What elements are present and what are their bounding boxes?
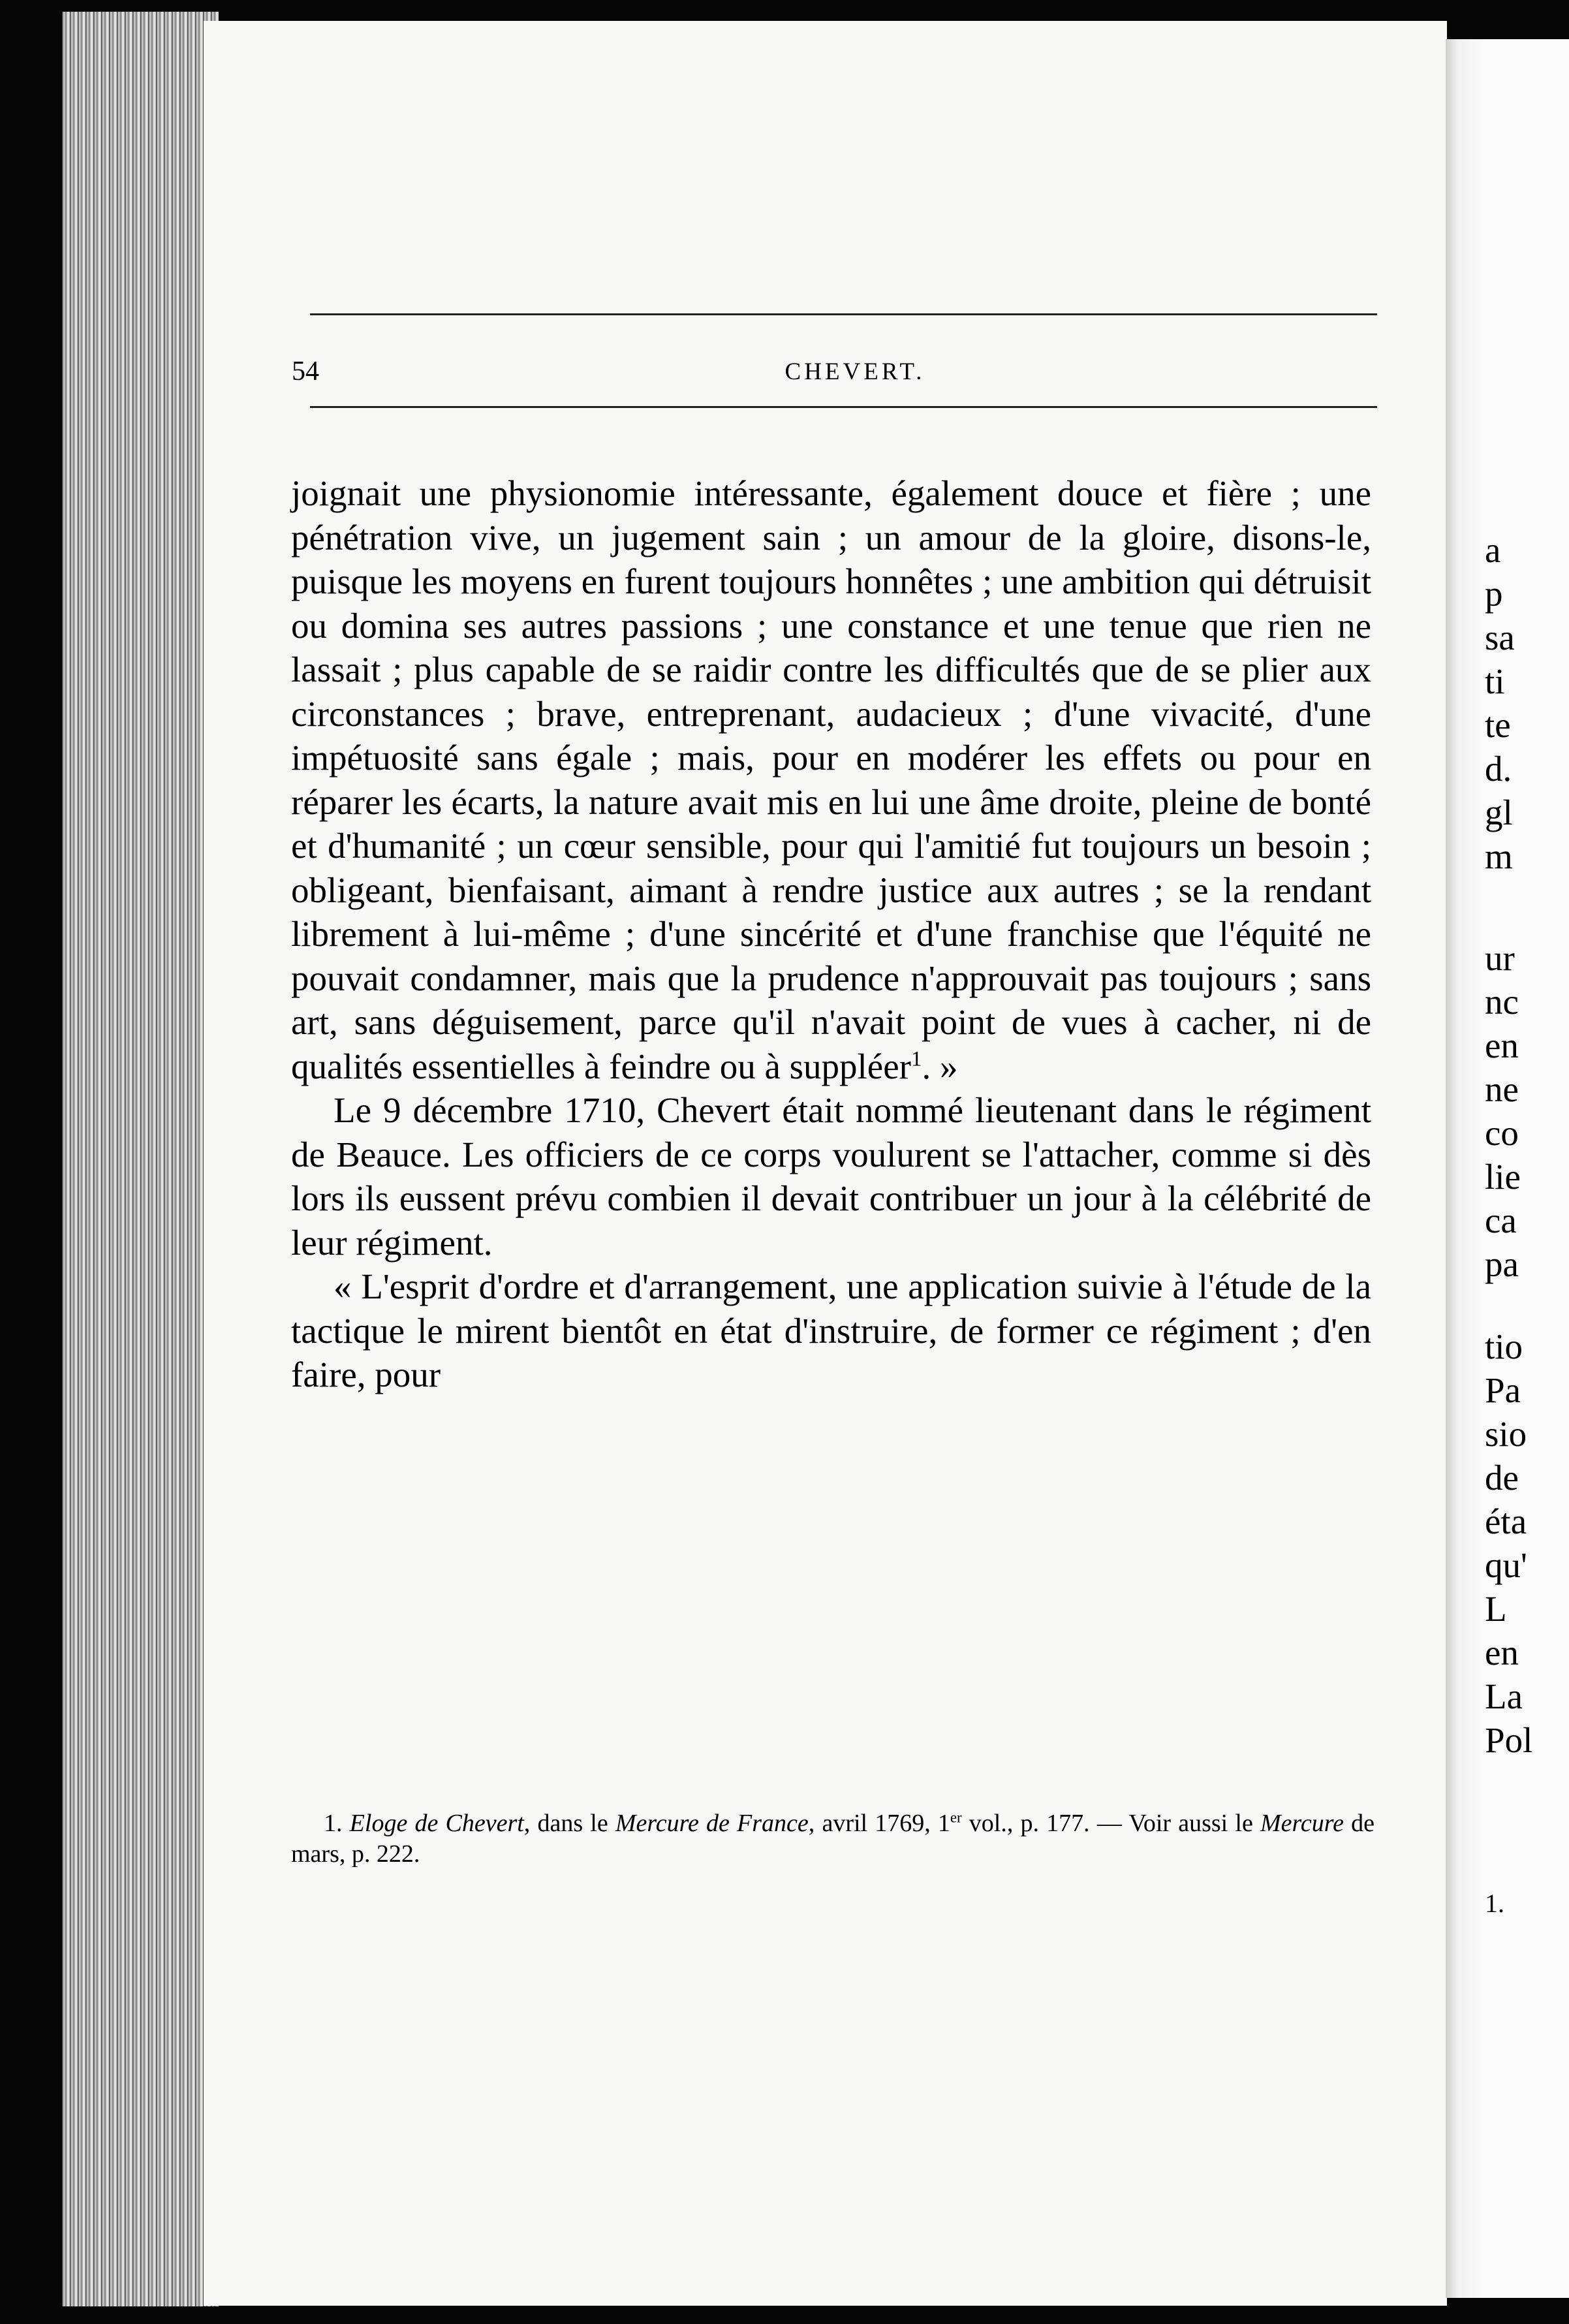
paragraph: Le 9 décembre 1710, Chevert était nommé lieutenant dans le régiment de Beauce. Les officiers de ce corps voulurent se l'attacher, comme si dès lors ils eussent prévu combien il devait contribuer un jour à la célébrité de leur régiment. xyxy=(291,1090,1371,1263)
footnote-source: Mercure xyxy=(1260,1810,1344,1837)
next-page-text: p xyxy=(1485,574,1503,614)
footnote-text: , avril 1769, xyxy=(808,1810,938,1837)
next-page-text: ti xyxy=(1485,661,1505,701)
footnote-title: Eloge de Chevert xyxy=(349,1810,524,1837)
next-page-text: co xyxy=(1485,1113,1519,1153)
next-page-text: nc xyxy=(1485,982,1519,1022)
footnote-ref: 1 xyxy=(910,1047,922,1071)
next-page-text: de xyxy=(1485,1458,1519,1498)
next-page-text: qu' xyxy=(1485,1545,1527,1585)
footnote xyxy=(291,1808,1375,1870)
footnote-number: 1. xyxy=(324,1810,343,1837)
next-page-text: m xyxy=(1485,836,1513,876)
next-page-text: te xyxy=(1485,705,1511,745)
paragraph: « L'esprit d'ordre et d'arrangement, une application suivie à l'étude de la tactique le mirent bientôt en état d'instruire, de former ce régiment ; d'en faire, pour xyxy=(291,1266,1371,1394)
page-edges xyxy=(62,12,219,2306)
paragraph-text: joignait une physionomie intéressante, également douce et fière ; une pénétration vive, un jugement sain ; un amour de la gloire, disons-le, puisque les moyens en furent toujours honnêtes ; une ambition qui détruisit ou domina ses autres passions ; une constance et une tenue que rien ne lassait ; plus capable de se raidir contre les difficultés que de se plier aux circonstances ; brave, entreprenant, audacieux ; d'une vivacité, d'une impétuosité sans égale ; mais, pour en modérer les effets ou pour en réparer les écarts, la nature avait mis en lui une âme droite, pleine de bonté et d'humanité ; un cœur sensible, pour qui l'amitié fut toujours un besoin ; obligeant, bienfaisant, aimant à rendre justice aux autres ; se la rendant librement à lui-même ; d'une sincérité et d'une franchise que l'équité ne pouvait condamner, mais que la prudence n'approuvait pas toujours ; sans art, sans déguisement, parce qu'il n'avait point de vues à cacher, ni de qualités essentielles à feindre ou à suppléer xyxy=(291,473,1371,1086)
header-rule-top xyxy=(310,313,1377,315)
next-page-text: en xyxy=(1485,1026,1519,1065)
next-page-text: d. xyxy=(1485,749,1512,789)
next-page-text: ur xyxy=(1485,938,1515,978)
page-number: 54 xyxy=(292,356,319,386)
adjacent-page-fragment xyxy=(1446,39,1569,2298)
next-page-text: lie xyxy=(1485,1157,1521,1197)
next-page-text: Pol xyxy=(1485,1720,1533,1760)
next-page-text: gl xyxy=(1485,793,1513,832)
footnote-source: Mercure de France xyxy=(615,1810,809,1837)
next-page-text: éta xyxy=(1485,1501,1527,1541)
footnote-text: de mars, p. 222. xyxy=(291,1810,1375,1868)
footnote-text: vol., p. 177. — Voir aussi le xyxy=(961,1810,1260,1837)
next-page-text: ne xyxy=(1485,1069,1519,1109)
next-page-text: a xyxy=(1485,530,1501,570)
next-page-text: ca xyxy=(1485,1201,1517,1240)
next-page-text: La xyxy=(1485,1676,1523,1716)
footnote-text: , dans le xyxy=(523,1810,615,1837)
footnotes xyxy=(291,1808,1375,1870)
footnote-text: 1 xyxy=(937,1810,950,1837)
paragraph-text-end: . » xyxy=(922,1046,958,1086)
body-text xyxy=(291,471,1371,1397)
next-page-text: tio xyxy=(1485,1327,1523,1366)
next-page-text: sio xyxy=(1485,1414,1527,1454)
next-page-text: L xyxy=(1485,1589,1507,1629)
header-rule-bottom xyxy=(310,406,1377,408)
next-page-text: 1. xyxy=(1485,1889,1504,1918)
next-page-text: en xyxy=(1485,1633,1519,1672)
footnote-ordinal: er xyxy=(950,1809,962,1826)
running-head: CHEVERT. xyxy=(784,358,925,385)
next-page-text: Pa xyxy=(1485,1370,1521,1410)
next-page-text: sa xyxy=(1485,618,1515,657)
next-page-text: pa xyxy=(1485,1244,1519,1284)
paragraph xyxy=(291,471,1371,1088)
